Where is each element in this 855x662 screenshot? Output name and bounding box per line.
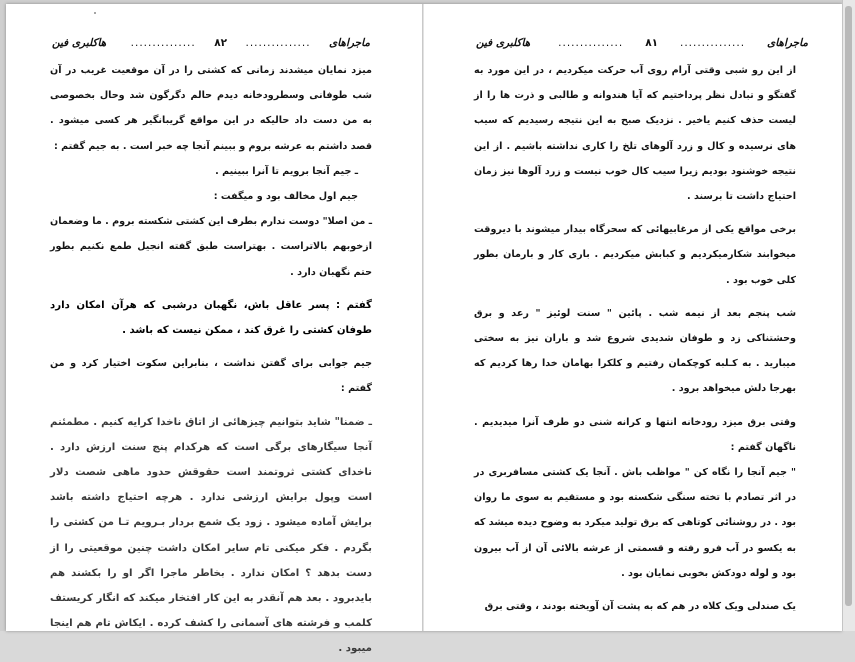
paragraph: وقتی برق میزد رودخانه انتها و کرانه شنی دو طرف آنرا میدیدیم . ناگهان گفتم : <box>474 416 796 453</box>
paragraph: گفتم : پسر عاقل باش، نگهبان درشبی که هرآن امکان دارد طوفان کشتی را غرق کند ، ممکن نیست که باشد . <box>50 299 372 337</box>
header-author: هاکلبری فین <box>475 37 531 49</box>
vertical-scrollbar[interactable] <box>842 0 855 631</box>
header-dots: ............... <box>679 37 746 49</box>
header-dots: ............... <box>130 37 196 49</box>
paragraph: جیم جوابی برای گفتن نداشت ، بنابراین سکوت اختیار کرد و من گفتم : <box>50 358 372 395</box>
paragraph: ـ من اصلا" دوست ندارم بطرف این کشتی شکسته بروم . ما وضعمان ازخوبهم بالاتراست . بهتراست طبق گفته انجیل طمع نکنیم بطور حتم نگهبان دارد . <box>50 216 372 278</box>
paragraph: یک صندلی ویک کلاه در هم که به پشت آن آویخته بودند ، وقتی برق <box>484 601 796 613</box>
header-dots: ............... <box>558 37 624 49</box>
book-spread <box>6 4 842 655</box>
paragraph: میزد نمایان میشدند زمانی که کشتی را در آن موقعیت غریب در آن شب طوفانی وسطرودخانه دیدم حالم دگرگون شد وحال بخصوصی به من دست داد حالیکه در این مواقع گریبانگیر هر کسی میشود . قصد داشتم به عرشه بروم و ببینم آنجا چه خبر است . به جیم گفتم : <box>50 65 372 152</box>
dialogue-line: ـ جیم آنجا برویم تا آنرا ببینیم . <box>215 165 358 177</box>
page-left <box>6 4 422 655</box>
header-author: هاکلبری فین <box>51 37 107 49</box>
scrollbar-thumb[interactable] <box>845 6 852 606</box>
paragraph: ـ ضمنا" شاید بتوانیم چیزهائی از اتاق ناخدا کرایه کنیم . مطمئنم آنجا سیگارهای برگی است که هرکدام پنج سنت ارزش دارد . ناخدای کشتی ثروتمند است حقوقش حدود ماهی شصت دلار است وپول برایش ارزشی ندارد . هرچه احتیاج داشته باشد برایش آماده میشود . زود یک شمع بردار بـرویم تـا من کشتی را بگردم . فکر میکنی تام سایر امکان داشت چنین موقعیتی را از دست بدهد ؟ امکان ندارد . بخاطر ماجرا اگر او را بکشند هم بایدبرود . بعد هم آنقدر به این کار افتخار میکند که انگار کریستف کلمب و فرشته های آسمانی را کشف کرده . ایکاش تام هم اینجا میبود . <box>50 416 372 655</box>
page-header <box>476 34 808 52</box>
page-body <box>50 58 372 662</box>
page-number: ۸۱ <box>645 37 659 49</box>
header-title: ماجراهای <box>329 37 370 49</box>
page-right <box>424 4 842 631</box>
paragraph: از این رو شبی وقتی آرام روی آب حرکت میکردیم ، در این مورد به گفتگو و تبادل نظر پرداختیم که آیا هندوانه و طالبی و ذرت ها را از لیست حذف کنیم یاخیر . نزدیک صبح به این نتیجه رسیدیم که سیب های نرسیده و کال و زرد آلوهای تلخ را کاری نداشته باشیم . از این نتیجه خوشنود بودیم زیرا سیب کال خوب نیست و زرد آلوها نیز زمان احتیاج داشت تا برسند . <box>474 65 796 203</box>
paragraph: شب پنجم بعد از نیمه شب . پائین " سنت لوئیز " رعد و برق وحشتناکی زد و طوفان شدیدی شروع شد و باران نیز به سختی میبارید . به کـلبه کوچکمان رفتیم و کلکرا بهامان خدا رها کردیم که بهرجا دلش میخواهد برود . <box>474 307 796 395</box>
scan-speck <box>94 12 96 14</box>
header-dots: ............... <box>245 37 311 49</box>
page-number: ۸۲ <box>214 37 228 49</box>
paragraph: " جیم آنجا را نگاه کن " مواظب باش . آنجا یک کشتی مسافربری در در اثر تصادم با تخته سنگی شکسته بود و مستقیم به سوی ما روان بود . در روشنائی کوتاهی که برق تولید میکرد به وضوح دیده میشد که به یکسو در آب فرو رفته و قسمتی از عرشه بالائی آن از آب بیرون بود و لوله دودکش بخوبی نمایان بود . <box>474 467 796 579</box>
page-header <box>52 34 370 52</box>
dialogue-line: جیم اول مخالف بود و میگفت : <box>213 191 358 203</box>
paragraph: برخی مواقع یکی از مرغابیهائی که سحرگاه بیدار میشوند با دیروقت میخوابند شکارمیکردیم و کبابش میکردیم . باری کار و بارمان بطور کلی خوب بود . <box>474 224 796 286</box>
header-title: ماجراهای <box>767 37 808 49</box>
page-body <box>474 58 810 619</box>
